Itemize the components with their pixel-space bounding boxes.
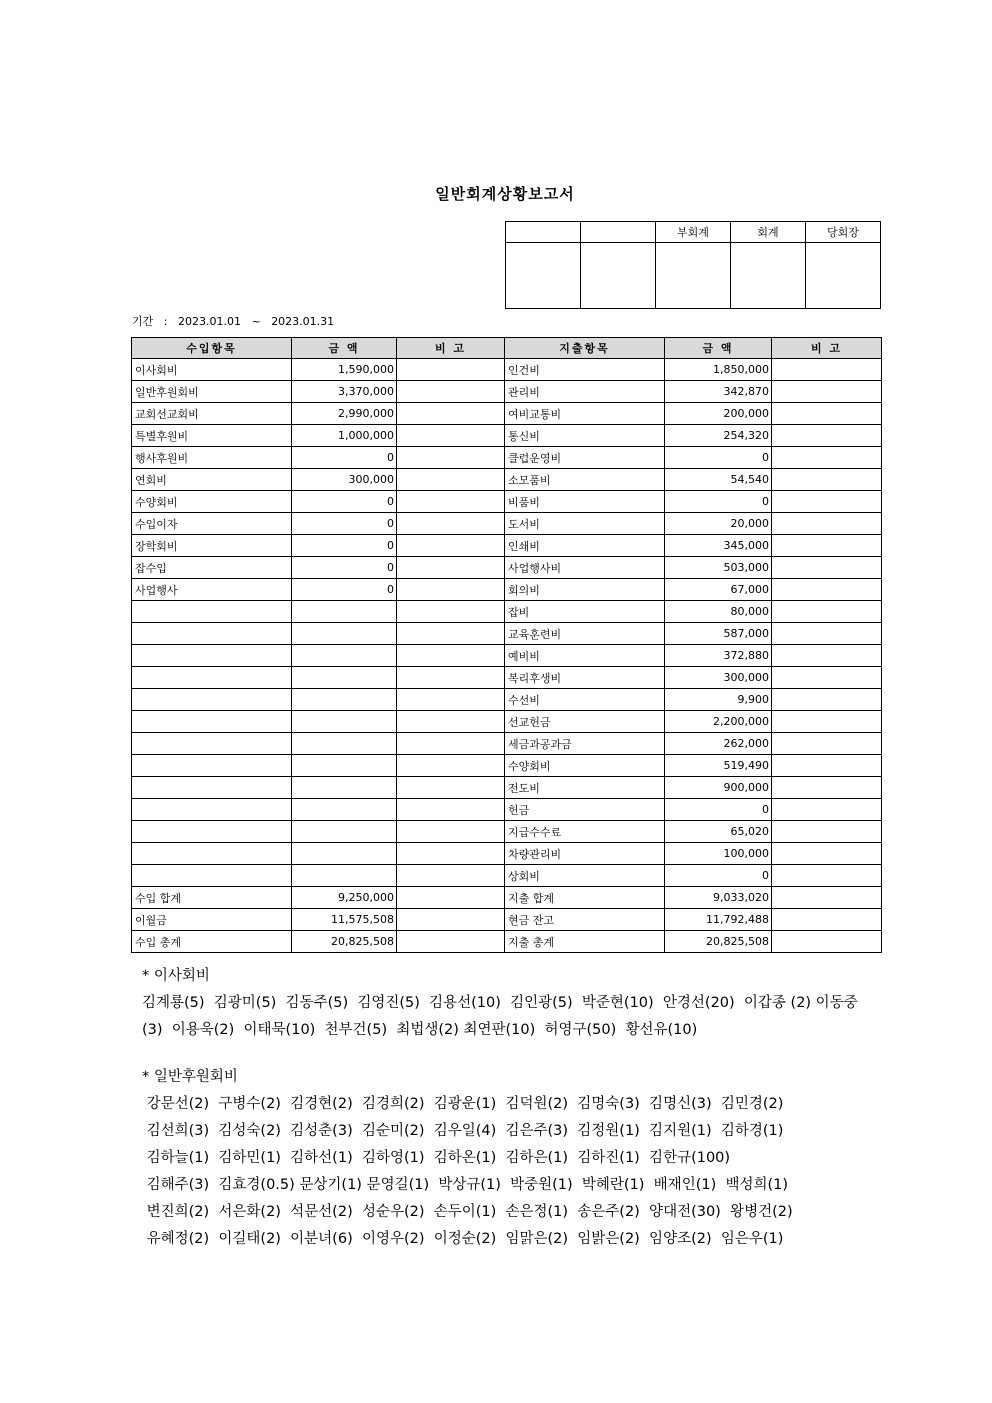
expense-item-cell: 관리비 bbox=[505, 381, 665, 403]
income-note-cell bbox=[397, 579, 505, 601]
income-note-cell bbox=[397, 535, 505, 557]
expense-note-cell bbox=[772, 513, 882, 535]
income-note-cell bbox=[397, 359, 505, 381]
income-item-cell: 이월금 bbox=[132, 909, 292, 931]
income-amount-cell bbox=[292, 777, 397, 799]
expense-amount-cell: 20,000 bbox=[665, 513, 772, 535]
expense-amount-cell: 900,000 bbox=[665, 777, 772, 799]
period-end: 2023.01.31 bbox=[271, 315, 335, 328]
income-amount-cell: 1,590,000 bbox=[292, 359, 397, 381]
income-item-cell bbox=[132, 733, 292, 755]
note-heading: * 일반후원회비 bbox=[142, 1069, 238, 1085]
ledger-row bbox=[132, 909, 882, 931]
approval-sign-2 bbox=[581, 243, 656, 309]
expense-note-cell bbox=[772, 645, 882, 667]
income-item-cell bbox=[132, 843, 292, 865]
income-note-cell bbox=[397, 865, 505, 887]
approval-sign-3 bbox=[656, 243, 731, 309]
period-sep: : bbox=[163, 315, 168, 328]
ledger-row bbox=[132, 469, 882, 491]
ledger-row bbox=[132, 887, 882, 909]
ledger-row bbox=[132, 425, 882, 447]
income-amount-cell: 20,825,508 bbox=[292, 931, 397, 953]
expense-note-header: 비 고 bbox=[772, 338, 882, 359]
approval-sign-1 bbox=[506, 243, 581, 309]
expense-item-cell: 교육훈련비 bbox=[505, 623, 665, 645]
expense-amount-cell: 11,792,488 bbox=[665, 909, 772, 931]
expense-amount-cell: 9,900 bbox=[665, 689, 772, 711]
ledger-row bbox=[132, 755, 882, 777]
ledger-row bbox=[132, 579, 882, 601]
income-note-cell bbox=[397, 513, 505, 535]
expense-note-cell bbox=[772, 733, 882, 755]
income-amount-cell: 1,000,000 bbox=[292, 425, 397, 447]
approval-header-2 bbox=[581, 222, 656, 243]
expense-note-cell bbox=[772, 579, 882, 601]
ledger-row bbox=[132, 513, 882, 535]
expense-note-cell bbox=[772, 777, 882, 799]
note-heading: * 이사회비 bbox=[142, 968, 210, 984]
income-item-cell bbox=[132, 821, 292, 843]
note-section-board bbox=[142, 963, 872, 1044]
income-amount-cell: 0 bbox=[292, 535, 397, 557]
income-note-cell bbox=[397, 711, 505, 733]
expense-amount-cell: 587,000 bbox=[665, 623, 772, 645]
expense-item-cell: 지급수수료 bbox=[505, 821, 665, 843]
ledger-row bbox=[132, 821, 882, 843]
income-note-cell bbox=[397, 425, 505, 447]
income-amount-cell bbox=[292, 865, 397, 887]
ledger-header-row bbox=[132, 338, 882, 359]
income-note-cell bbox=[397, 799, 505, 821]
ledger-table bbox=[131, 337, 882, 953]
income-note-cell bbox=[397, 821, 505, 843]
expense-note-cell bbox=[772, 865, 882, 887]
income-note-cell bbox=[397, 887, 505, 909]
income-note-cell bbox=[397, 403, 505, 425]
income-amount-cell: 0 bbox=[292, 513, 397, 535]
income-note-cell bbox=[397, 491, 505, 513]
expense-note-cell bbox=[772, 821, 882, 843]
expense-note-cell bbox=[772, 623, 882, 645]
income-note-cell bbox=[397, 645, 505, 667]
expense-amount-cell: 519,490 bbox=[665, 755, 772, 777]
expense-amount-cell: 0 bbox=[665, 447, 772, 469]
expense-amount-cell: 300,000 bbox=[665, 667, 772, 689]
ledger-row bbox=[132, 403, 882, 425]
expense-note-cell bbox=[772, 403, 882, 425]
income-item-cell bbox=[132, 667, 292, 689]
expense-amount-cell: 67,000 bbox=[665, 579, 772, 601]
income-item-cell: 수양회비 bbox=[132, 491, 292, 513]
income-item-header: 수입항목 bbox=[132, 338, 292, 359]
expense-note-cell bbox=[772, 931, 882, 953]
income-amount-cell: 2,990,000 bbox=[292, 403, 397, 425]
income-item-cell: 특별후원비 bbox=[132, 425, 292, 447]
income-amount-cell: 9,250,000 bbox=[292, 887, 397, 909]
income-amount-cell bbox=[292, 711, 397, 733]
income-amount-cell: 0 bbox=[292, 491, 397, 513]
income-note-cell bbox=[397, 557, 505, 579]
expense-item-cell: 수양회비 bbox=[505, 755, 665, 777]
income-item-cell: 일반후원회비 bbox=[132, 381, 292, 403]
ledger-row bbox=[132, 645, 882, 667]
ledger-row bbox=[132, 557, 882, 579]
approval-sign-5 bbox=[806, 243, 881, 309]
donor-notes bbox=[142, 963, 872, 1273]
approval-sign-4 bbox=[731, 243, 806, 309]
expense-item-header: 지출항목 bbox=[505, 338, 665, 359]
income-note-header: 비 고 bbox=[397, 338, 505, 359]
expense-item-cell: 지출 총계 bbox=[505, 931, 665, 953]
expense-amount-cell: 100,000 bbox=[665, 843, 772, 865]
income-amount-cell bbox=[292, 799, 397, 821]
ledger-row bbox=[132, 601, 882, 623]
ledger-row bbox=[132, 843, 882, 865]
income-amount-cell bbox=[292, 667, 397, 689]
income-note-cell bbox=[397, 689, 505, 711]
expense-amount-cell: 54,540 bbox=[665, 469, 772, 491]
expense-amount-cell: 20,825,508 bbox=[665, 931, 772, 953]
ledger-row bbox=[132, 535, 882, 557]
expense-note-cell bbox=[772, 755, 882, 777]
expense-amount-cell: 80,000 bbox=[665, 601, 772, 623]
approval-header-1 bbox=[506, 222, 581, 243]
ledger-row bbox=[132, 623, 882, 645]
income-item-cell bbox=[132, 601, 292, 623]
report-title: 일반회계상황보고서 bbox=[435, 185, 575, 203]
ledger-row bbox=[132, 491, 882, 513]
expense-amount-cell: 342,870 bbox=[665, 381, 772, 403]
income-amount-cell: 11,575,508 bbox=[292, 909, 397, 931]
expense-item-cell: 현금 잔고 bbox=[505, 909, 665, 931]
income-item-cell: 장학회비 bbox=[132, 535, 292, 557]
expense-item-cell: 전도비 bbox=[505, 777, 665, 799]
income-item-cell: 교회선교회비 bbox=[132, 403, 292, 425]
expense-note-cell bbox=[772, 711, 882, 733]
expense-amount-cell: 262,000 bbox=[665, 733, 772, 755]
expense-note-cell bbox=[772, 425, 882, 447]
income-note-cell bbox=[397, 623, 505, 645]
income-note-cell bbox=[397, 843, 505, 865]
expense-item-cell: 소모품비 bbox=[505, 469, 665, 491]
expense-note-cell bbox=[772, 359, 882, 381]
income-item-cell: 사업행사 bbox=[132, 579, 292, 601]
period-start: 2023.01.01 bbox=[177, 315, 241, 328]
income-note-cell bbox=[397, 931, 505, 953]
ledger-row bbox=[132, 799, 882, 821]
expense-note-cell bbox=[772, 799, 882, 821]
expense-amount-cell: 0 bbox=[665, 491, 772, 513]
income-item-cell: 행사후원비 bbox=[132, 447, 292, 469]
approval-header-vice-treasurer: 부회계 bbox=[656, 222, 731, 243]
expense-item-cell: 선교헌금 bbox=[505, 711, 665, 733]
income-amount-cell bbox=[292, 821, 397, 843]
income-amount-cell: 300,000 bbox=[292, 469, 397, 491]
income-item-cell: 이사회비 bbox=[132, 359, 292, 381]
expense-item-cell: 사업행사비 bbox=[505, 557, 665, 579]
period-label: 기간 bbox=[132, 315, 154, 328]
ledger-row bbox=[132, 733, 882, 755]
expense-amount-cell: 254,320 bbox=[665, 425, 772, 447]
expense-item-cell: 통신비 bbox=[505, 425, 665, 447]
income-amount-cell: 0 bbox=[292, 579, 397, 601]
expense-amount-cell: 345,000 bbox=[665, 535, 772, 557]
expense-amount-cell: 1,850,000 bbox=[665, 359, 772, 381]
approval-header-pastor: 당회장 bbox=[806, 222, 881, 243]
expense-item-cell: 잡비 bbox=[505, 601, 665, 623]
expense-item-cell: 지출 합계 bbox=[505, 887, 665, 909]
expense-item-cell: 인건비 bbox=[505, 359, 665, 381]
expense-amount-cell: 0 bbox=[665, 865, 772, 887]
income-item-cell: 수입 합계 bbox=[132, 887, 292, 909]
ledger-row bbox=[132, 667, 882, 689]
ledger-row bbox=[132, 711, 882, 733]
income-note-cell bbox=[397, 909, 505, 931]
expense-item-cell: 회의비 bbox=[505, 579, 665, 601]
expense-amount-cell: 2,200,000 bbox=[665, 711, 772, 733]
expense-note-cell bbox=[772, 689, 882, 711]
expense-item-cell: 헌금 bbox=[505, 799, 665, 821]
expense-item-cell: 도서비 bbox=[505, 513, 665, 535]
income-item-cell bbox=[132, 623, 292, 645]
expense-item-cell: 여비교통비 bbox=[505, 403, 665, 425]
income-note-cell bbox=[397, 733, 505, 755]
expense-note-cell bbox=[772, 491, 882, 513]
income-note-cell bbox=[397, 667, 505, 689]
income-item-cell bbox=[132, 689, 292, 711]
income-note-cell bbox=[397, 601, 505, 623]
income-item-cell bbox=[132, 799, 292, 821]
income-item-cell bbox=[132, 777, 292, 799]
income-amount-header: 금 액 bbox=[292, 338, 397, 359]
ledger-row bbox=[132, 381, 882, 403]
expense-amount-cell: 9,033,020 bbox=[665, 887, 772, 909]
income-amount-cell bbox=[292, 601, 397, 623]
income-amount-cell: 0 bbox=[292, 557, 397, 579]
ledger-row bbox=[132, 447, 882, 469]
expense-note-cell bbox=[772, 469, 882, 491]
income-amount-cell bbox=[292, 623, 397, 645]
report-period bbox=[132, 313, 334, 329]
ledger-row bbox=[132, 865, 882, 887]
note-text: 강문선(2) 구병수(2) 김경현(2) 김경희(2) 김광운(1) 김덕원(2) 김명숙(3) 김명신(3) 김민경(2) 김선희(3) 김성숙(2) 김성춘(3) 김순미(2) 김우일(4) 김은주(3) 김정원(1) 김지원(1) 김하경(1) 김하늘(1) 김하민(1) 김하선(1) 김하영(1) 김하온(1) 김하은(1) 김하진(1) 김한규(100) 김해주(3) 김효경(0.5) 문상기(1) 문영길(1) 박상규(1) 박중원(1) 박혜란(1) 배재인(1) 백성희(1) 변진희(2) 서은화(2) 석문선(2) 성순우(2) 손두이(1) 손은정(1) 송은주(2) 양대전(30) 왕병건(2) 유혜정(2) 이길태(2) 이분녀(6) 이영우(2) 이정순(2) 임맑은(2) 임밝은(2) 임양조(2) 임은우(1) bbox=[146, 1096, 793, 1247]
expense-amount-cell: 503,000 bbox=[665, 557, 772, 579]
note-section-general bbox=[142, 1064, 872, 1253]
expense-note-cell bbox=[772, 909, 882, 931]
expense-amount-cell: 372,880 bbox=[665, 645, 772, 667]
expense-item-cell: 차량관리비 bbox=[505, 843, 665, 865]
income-item-cell bbox=[132, 645, 292, 667]
income-amount-cell bbox=[292, 733, 397, 755]
ledger-row bbox=[132, 777, 882, 799]
income-item-cell bbox=[132, 711, 292, 733]
income-amount-cell: 0 bbox=[292, 447, 397, 469]
expense-note-cell bbox=[772, 447, 882, 469]
expense-item-cell: 비품비 bbox=[505, 491, 665, 513]
income-note-cell bbox=[397, 381, 505, 403]
expense-item-cell: 인쇄비 bbox=[505, 535, 665, 557]
expense-item-cell: 수선비 bbox=[505, 689, 665, 711]
income-item-cell: 수입이자 bbox=[132, 513, 292, 535]
income-amount-cell: 3,370,000 bbox=[292, 381, 397, 403]
ledger-row bbox=[132, 359, 882, 381]
approval-box bbox=[505, 221, 881, 309]
income-note-cell bbox=[397, 755, 505, 777]
income-note-cell bbox=[397, 777, 505, 799]
expense-item-cell: 복리후생비 bbox=[505, 667, 665, 689]
expense-item-cell: 예비비 bbox=[505, 645, 665, 667]
income-note-cell bbox=[397, 469, 505, 491]
income-amount-cell bbox=[292, 843, 397, 865]
expense-note-cell bbox=[772, 535, 882, 557]
expense-note-cell bbox=[772, 843, 882, 865]
note-text: 김계룡(5) 김광미(5) 김동주(5) 김영진(5) 김용선(10) 김인광(5) 박준현(10) 안경선(20) 이갑종 (2) 이동중(3) 이용욱(2) 이태묵(10) 천부건(5) 최법생(2) 최연판(10) 허영구(50) 황선유(10) bbox=[142, 995, 858, 1038]
expense-note-cell bbox=[772, 381, 882, 403]
income-item-cell: 잡수입 bbox=[132, 557, 292, 579]
ledger-row bbox=[132, 931, 882, 953]
expense-amount-cell: 0 bbox=[665, 799, 772, 821]
expense-item-cell: 세금과공과금 bbox=[505, 733, 665, 755]
approval-header-treasurer: 회계 bbox=[731, 222, 806, 243]
expense-note-cell bbox=[772, 667, 882, 689]
expense-item-cell: 클럽운영비 bbox=[505, 447, 665, 469]
period-tilde: ~ bbox=[251, 315, 261, 328]
expense-note-cell bbox=[772, 601, 882, 623]
expense-amount-cell: 200,000 bbox=[665, 403, 772, 425]
expense-item-cell: 상회비 bbox=[505, 865, 665, 887]
income-item-cell: 수입 총계 bbox=[132, 931, 292, 953]
expense-amount-header: 금 액 bbox=[665, 338, 772, 359]
income-amount-cell bbox=[292, 645, 397, 667]
income-item-cell bbox=[132, 865, 292, 887]
income-amount-cell bbox=[292, 755, 397, 777]
income-item-cell bbox=[132, 755, 292, 777]
expense-note-cell bbox=[772, 557, 882, 579]
ledger-row bbox=[132, 689, 882, 711]
income-note-cell bbox=[397, 447, 505, 469]
income-amount-cell bbox=[292, 689, 397, 711]
expense-amount-cell: 65,020 bbox=[665, 821, 772, 843]
expense-note-cell bbox=[772, 887, 882, 909]
income-item-cell: 연회비 bbox=[132, 469, 292, 491]
